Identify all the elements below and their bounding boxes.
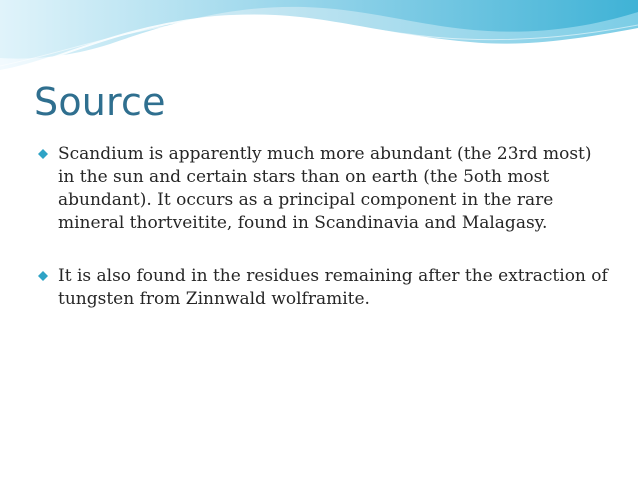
bullet-item <box>36 143 611 235</box>
bullet-text: Scandium is apparently much more abundant (the 23rd most) in the sun and certain stars than on earth (the 5oth most abundant). It occurs as a principal component in the rare mineral thortveitite, found in Scandinavia and Malagasy. <box>58 144 592 233</box>
small-teal-diamond-bullet-icon <box>38 271 48 281</box>
bullet-text: It is also found in the residues remaining after the extraction of tungsten from Zinnwald wolframite. <box>58 266 608 309</box>
bullet-list <box>36 143 611 311</box>
bullet-item <box>36 265 611 311</box>
small-teal-diamond-bullet-icon <box>38 149 48 159</box>
header-wave-decoration <box>0 0 638 80</box>
slide-title: Source <box>34 80 166 124</box>
